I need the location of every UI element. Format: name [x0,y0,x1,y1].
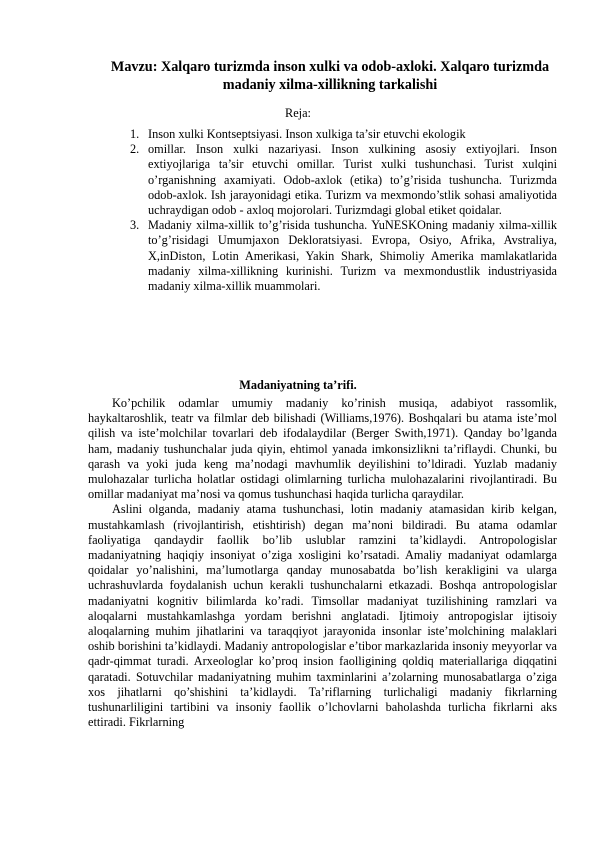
plan-item-number: 3. [130,218,140,233]
plan-item [120,127,557,142]
paragraph: Aslini olganda, madaniy atama tushunchasi, lotin madaniy atamasidan kirib kelgan, mustahkamlash (rivojlantirish, etishtirish) degan ma’noni bildiradi. Bu atama odamlar faoliyatiga qandaydir faollik bo’lib uslublar ramzini ta’kidlaydi. Antropologislar madaniyatning haqiqiy insoniyat o’ziga xosligini ko’rsatadi. Amaliy madaniyat odamlarga qoidalar yo’nalishini, ma’lumotlarga qanday munosabatda bo’lish kerakligini va ularga uchrashuvlarda foydalanish uchun kerakli tushunchalarni etkazadi. Boshqa antropologislar madaniyatni kognitiv bilimlarda ko’radi. Timsollar madaniyat tuzilishining ramzlari va aloqalarni mustahkamlashga yordam berishni anglatadi. Ijtimoiy antropogislar ijtisoiy aloqalarning muhim jihatlarini va taraqqiyot jarayonida insonlar iste’molchining malaklari oshib borishini ta’kidlaydi. Madaniy antropologislar e’tibor markazlarida insoniy meyyorlar va qadr-qimmat turadi. Arxeologlar ko’proq insion faolligining qoldiq materiallariga diqqatini qaratadi. Sotuvchilar madaniyatning muhim taxminlarini a’zolarning munosabatlarga o’ziga xos jihatlarni qo’shishini ta’kidlaydi. Ta’riflarning turlichaligi madaniy fikrlarning tushunarliligini tartibini va insoniy faollik o’lchovlarni baholashda turlicha fikrlarni aks ettiradi. Fikrlarning [88,502,557,730]
plan-item [120,218,557,294]
plan-item-text: Madaniy xilma-xillik to’g’risida tushuncha. YuNESKOning madaniy xilma-xillik to’g’risidagi Umumjaxon Dekloratsiyasi. Evropa, Osiyo, Afrika, Avstraliya, X,inDiston, Lotin Amerikasi, Yakin Shark, Shimoliy Amerika mamlakatlarida madaniy xilma-xillikning kurinishi. Turizm va mexmondustlik industriyasida madaniy xilma-xillik muammolari. [148,218,557,294]
section-heading: Madaniyatning ta’rifi. [239,378,357,392]
plan-item-number: 1. [130,127,140,141]
plan-item [120,142,557,218]
paragraph: Ko’pchilik odamlar umumiy madaniy ko’rinish musiqa, adabiyot rassomlik, haykaltaroshlik, teatr va filmlar deb bilishadi (Williams,1976). Boshqalari bu atama iste’mol qilish va iste’molchilar tovarlari deb ifodalaydilar (Berger Swith,1971). Qanday bo’lganda ham, madaniy tushunchalar juda qiyin, ehtimol yanada imkonsizlikni ta’riflaydi. Chunki, bu qarash va yoki juda keng ma’nodagi mavhumlik deyilishini to’ldiradi. Yuzlab madaniy mulohazalar turlicha holatlar ostidagi olimlarning turlicha mulohazalarini rivojlantiradi. Bu omillar madaniyat ma’nosi va qomus tushunchasi haqida turlicha qaraydilar. [88,396,557,502]
plan-item-number: 2. [130,142,140,157]
plan-item-text: Inson xulki Kontseptsiyasi. Inson xulkiga ta’sir etuvchi ekologik [148,127,466,141]
plan-item-text: omillar. Inson xulki nazariyasi. Inson xulkining asosiy extiyojlari. Inson extiyojlariga ta’sir etuvchi omillar. Turist xulki tushunchasi. Turist xulqini o’rganishning axamiyati. Odob-axlok (etika) to’g’risida tushuncha. Turizmda odob-axlok. Ish jarayonidagi etika. Turizm va mexmondo’stlik sohasi amaliyotida uchraydigan odob - axloq mojorolari. Turizmdagi global etiket qoidalar. [148,142,557,218]
plan-list [120,127,557,294]
body-text [88,396,557,730]
document-title: Mavzu: Xalqaro turizmda inson xulki va odob-axloki. Xalqaro turizmda madaniy xilma-xillikning tarkalishi [110,59,550,93]
plan-heading: Reja: [285,106,311,120]
